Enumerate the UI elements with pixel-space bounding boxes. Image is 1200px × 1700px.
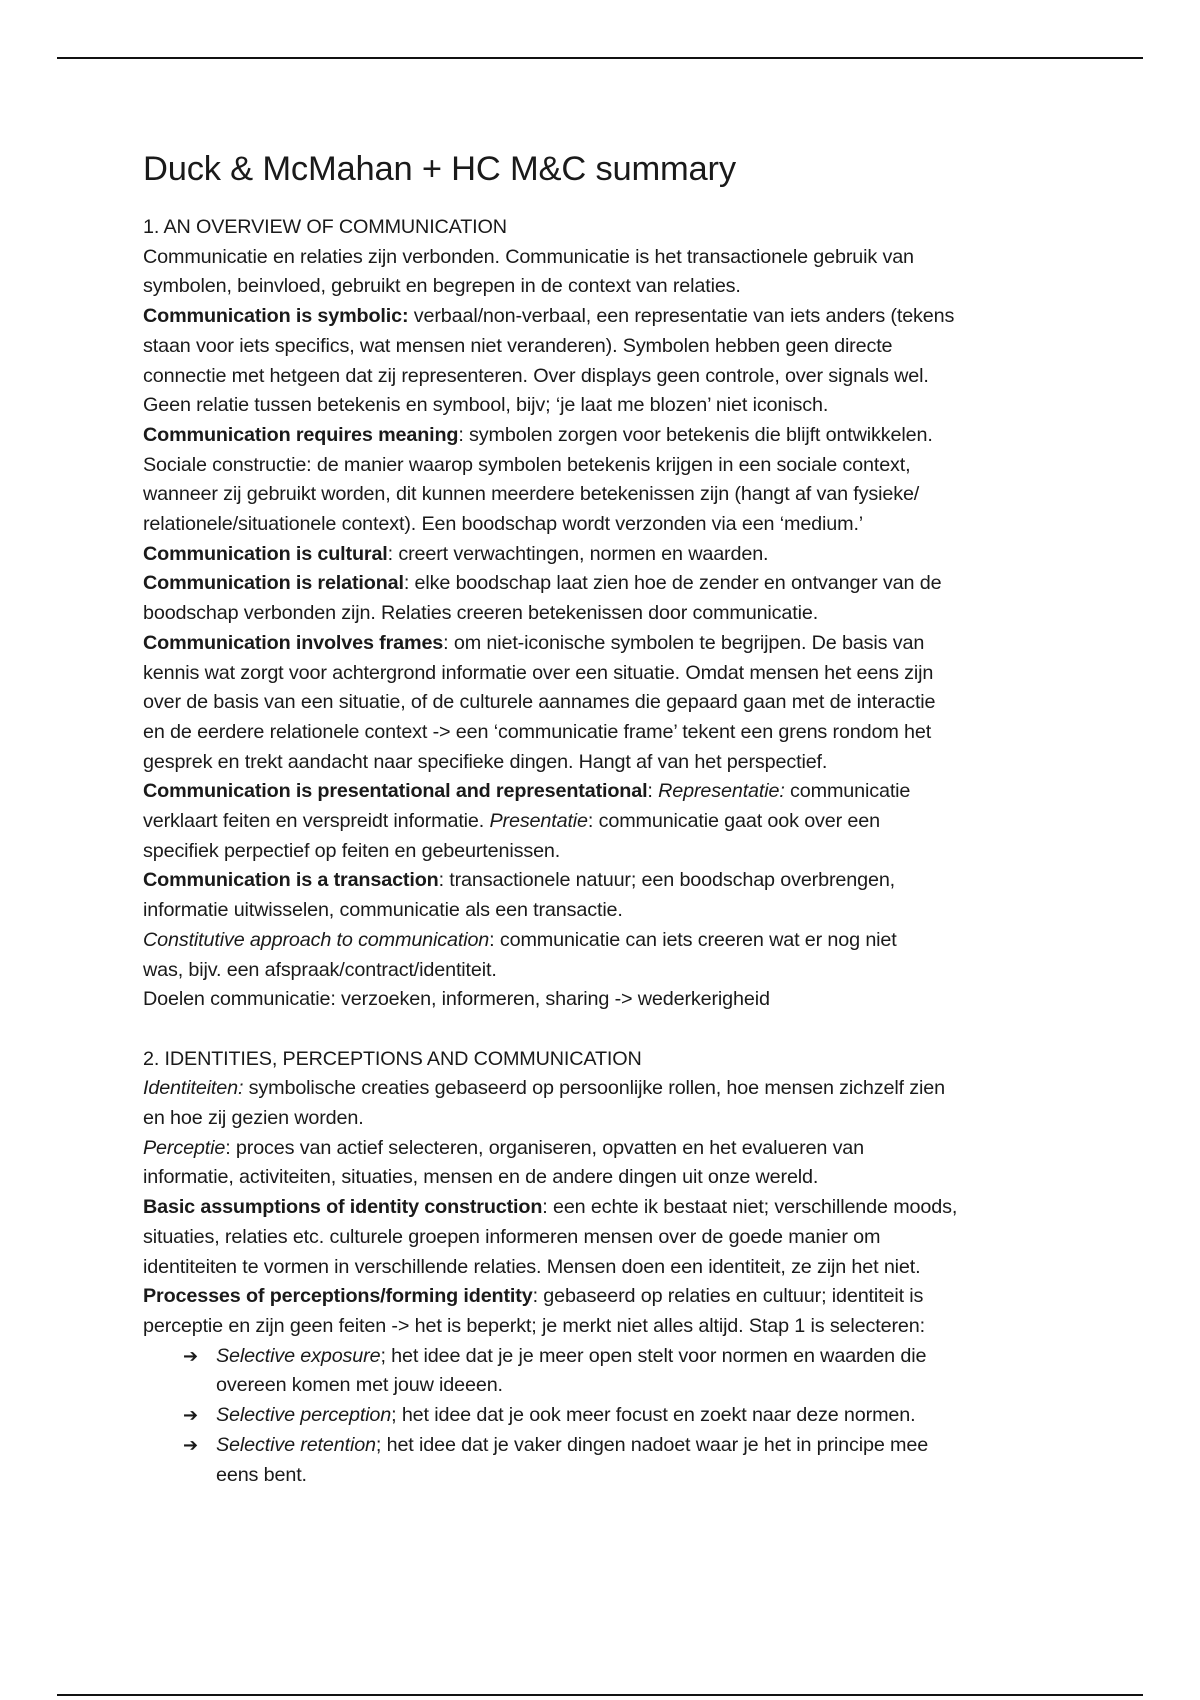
bold-term: Communication is a transaction bbox=[143, 869, 439, 892]
paragraph-line bbox=[143, 302, 1073, 332]
header-rule bbox=[57, 57, 1143, 59]
paragraph-line bbox=[143, 569, 1073, 599]
text-span: : symbolen zorgen voor betekenis die blijft ontwikkelen. bbox=[458, 423, 933, 446]
document-title: Duck & McMahan + HC M&C summary bbox=[143, 150, 736, 188]
paragraph-line: over de basis van een situatie, of de culturele aannames die gepaard gaan met de interactie bbox=[143, 691, 936, 714]
arrow-right-icon: ➔ bbox=[183, 1434, 198, 1456]
text-span: ; het idee dat je je meer open stelt voor normen en waarden die bbox=[380, 1344, 927, 1367]
list-item bbox=[143, 1431, 1073, 1461]
paragraph-line: was, bijv. een afspraak/contract/identiteit. bbox=[143, 958, 497, 981]
paragraph-line: symbolen, beinvloed, gebruikt en begrepen in de context van relaties. bbox=[143, 275, 741, 298]
text-span: verbaal/non-verbaal, een representatie van iets anders (tekens bbox=[408, 305, 955, 328]
arrow-right-icon: ➔ bbox=[183, 1345, 198, 1367]
text-span: communicatie bbox=[784, 780, 911, 803]
paragraph-line bbox=[143, 1193, 1073, 1223]
text-span: : bbox=[647, 780, 659, 803]
bullet-list bbox=[143, 1342, 1073, 1491]
list-item bbox=[143, 1342, 1073, 1372]
paragraph-line: informatie, activiteiten, situaties, mensen en de andere dingen uit onze wereld. bbox=[143, 1166, 819, 1189]
paragraph-line: boodschap verbonden zijn. Relaties creeren betekenissen door communicatie. bbox=[143, 602, 819, 625]
italic-term: Identiteiten: bbox=[143, 1077, 244, 1100]
section-heading: 1. AN OVERVIEW OF COMMUNICATION bbox=[143, 216, 507, 238]
italic-term: Representatie: bbox=[658, 780, 785, 803]
bold-term: Communication is cultural bbox=[143, 542, 388, 565]
paragraph-line: wanneer zij gebruikt worden, dit kunnen meerdere betekenissen zijn (hangt af van fysieke/ bbox=[143, 483, 920, 506]
text-span: : proces van actief selecteren, organiseren, opvatten en het evalueren van bbox=[225, 1136, 865, 1159]
text-span: : een echte ik bestaat niet; verschillende moods, bbox=[542, 1196, 958, 1219]
italic-term: Constitutive approach to communication bbox=[143, 928, 490, 951]
paragraph-line: Communicatie en relaties zijn verbonden. Communicatie is het transactionele gebruik van bbox=[143, 245, 914, 268]
bold-term: Communication is presentational and representational bbox=[143, 780, 648, 803]
paragraph-line bbox=[143, 777, 1073, 807]
text-span: : om niet-iconische symbolen te begrijpen. De basis van bbox=[443, 631, 925, 654]
paragraph-line: identiteiten te vormen in verschillende relaties. Mensen doen een identiteit, ze zijn het niet. bbox=[143, 1255, 921, 1278]
list-item bbox=[143, 1401, 1073, 1431]
arrow-right-icon: ➔ bbox=[183, 1405, 198, 1427]
text-span: : elke boodschap laat zien hoe de zender en ontvanger van de bbox=[403, 572, 942, 595]
bold-term: Processes of perceptions/forming identity bbox=[143, 1285, 533, 1308]
paragraph-line: specifiek perpectief op feiten en gebeurtenissen. bbox=[143, 839, 561, 862]
italic-term: Perceptie bbox=[143, 1136, 226, 1159]
text-span: : gebaseerd op relaties en cultuur; identiteit is bbox=[532, 1285, 924, 1308]
list-item-continuation: overeen komen met jouw ideeen. bbox=[216, 1374, 503, 1397]
paragraph-line: staan voor iets specifics, wat mensen niet veranderen). Symbolen hebben geen directe bbox=[143, 334, 893, 357]
paragraph-line bbox=[143, 421, 1073, 451]
paragraph-line: Doelen communicatie: verzoeken, informeren, sharing -> wederkerigheid bbox=[143, 988, 770, 1011]
paragraph-line: connectie met hetgeen dat zij representeren. Over displays geen controle, over signals wel. bbox=[143, 364, 929, 387]
paragraph-line bbox=[143, 926, 1073, 956]
list-item-continuation: eens bent. bbox=[216, 1463, 307, 1486]
paragraph-line bbox=[143, 1074, 1073, 1104]
paragraph-line: Geen relatie tussen betekenis en symbool, bijv; ‘je laat me blozen’ niet iconisch. bbox=[143, 394, 829, 417]
paragraph-line: situaties, relaties etc. culturele groepen informeren mensen over de goede manier om bbox=[143, 1225, 881, 1248]
bold-term: Communication is symbolic: bbox=[143, 305, 409, 328]
text-span: : transactionele natuur; een boodschap overbrengen, bbox=[438, 869, 896, 892]
paragraph-line bbox=[143, 1282, 1073, 1312]
footer-rule bbox=[57, 1694, 1143, 1696]
section-heading: 2. IDENTITIES, PERCEPTIONS AND COMMUNICATION bbox=[143, 1047, 642, 1070]
document-body bbox=[143, 145, 1073, 1490]
paragraph-line bbox=[143, 629, 1073, 659]
text-span: verklaart feiten en verspreidt informatie. bbox=[143, 810, 490, 833]
italic-term: Selective retention bbox=[216, 1433, 376, 1456]
paragraph-line: relationele/situationele context). Een boodschap wordt verzonden via een ‘medium.’ bbox=[143, 513, 864, 536]
bold-term: Communication involves frames bbox=[143, 631, 444, 654]
paragraph-line bbox=[143, 807, 1073, 837]
italic-term: Selective perception bbox=[216, 1404, 392, 1427]
text-span: : creert verwachtingen, normen en waarden. bbox=[387, 542, 769, 565]
text-span: symbolische creaties gebaseerd op persoonlijke rollen, hoe mensen zichzelf zien bbox=[243, 1077, 945, 1100]
paragraph-line: kennis wat zorgt voor achtergrond informatie over een situatie. Omdat mensen het eens zijn bbox=[143, 661, 934, 684]
paragraph-line: en hoe zij gezien worden. bbox=[143, 1107, 364, 1130]
text-span: ; het idee dat je vaker dingen nadoet waar je het in principe mee bbox=[375, 1433, 929, 1456]
paragraph-line: perceptie en zijn geen feiten -> het is beperkt; je merkt niet alles altijd. Stap 1 is selecteren: bbox=[143, 1315, 925, 1337]
bold-term: Communication is relational bbox=[143, 572, 404, 595]
italic-term: Selective exposure bbox=[216, 1344, 381, 1367]
paragraph-line: en de eerdere relationele context -> een ‘communicatie frame’ tekent een grens rondom het bbox=[143, 720, 932, 743]
paragraph-line: informatie uitwisselen, communicatie als een transactie. bbox=[143, 899, 623, 922]
paragraph-line bbox=[143, 540, 1073, 570]
text-span: : communicatie gaat ook over een bbox=[587, 810, 880, 833]
bold-term: Communication requires meaning bbox=[143, 423, 459, 446]
text-span: ; het idee dat je ook meer focust en zoekt naar deze normen. bbox=[391, 1404, 916, 1427]
paragraph-line: Sociale constructie: de manier waarop symbolen betekenis krijgen in een sociale context, bbox=[143, 453, 911, 476]
text-span: : communicatie can iets creeren wat er nog niet bbox=[489, 928, 897, 951]
paragraph-line bbox=[143, 1134, 1073, 1164]
italic-term: Presentatie bbox=[489, 810, 588, 833]
paragraph-line bbox=[143, 866, 1073, 896]
bold-term: Basic assumptions of identity construction bbox=[143, 1196, 543, 1219]
paragraph-line: gesprek en trekt aandacht naar specifieke dingen. Hangt af van het perspectief. bbox=[143, 750, 828, 773]
